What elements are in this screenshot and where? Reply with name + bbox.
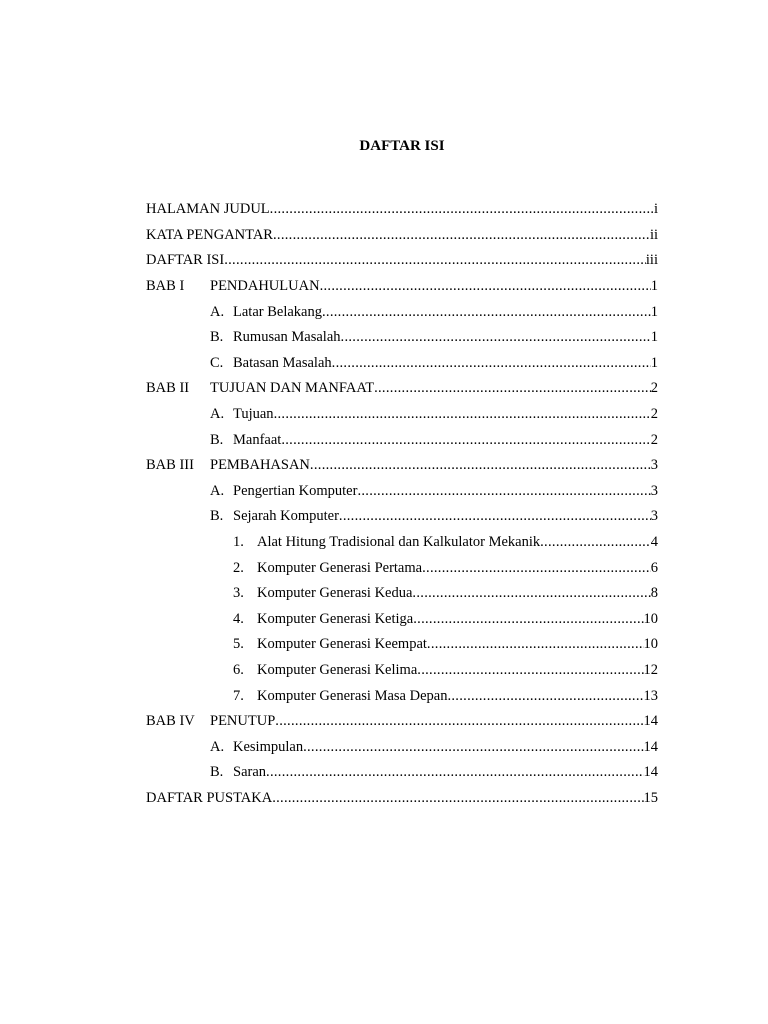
toc-page-number: iii <box>645 252 658 269</box>
toc-entry-title: Komputer Generasi Kedua <box>257 585 413 602</box>
toc-page-number: 1 <box>650 329 658 346</box>
toc-entry <box>146 453 658 479</box>
toc-page-number: 10 <box>643 610 658 627</box>
toc-entry <box>146 504 658 530</box>
toc-entry-title: Komputer Generasi Pertama <box>257 559 423 576</box>
toc-entry <box>146 683 658 709</box>
toc-dot-leader <box>266 764 643 781</box>
toc-entry-marker: 4. <box>233 610 244 627</box>
toc-page-number: 13 <box>643 687 658 704</box>
toc-page-number: 3 <box>650 482 658 499</box>
toc-entry-title: PENUTUP <box>210 713 276 730</box>
toc-entry-marker: 1. <box>233 534 244 551</box>
toc-entry <box>146 197 658 223</box>
toc-chapter-label: BAB I <box>146 278 185 295</box>
toc-page-number: 6 <box>650 559 658 576</box>
toc-entry <box>146 325 658 351</box>
toc-entry-marker: B. <box>210 329 224 346</box>
toc-entry-marker: 2. <box>233 559 244 576</box>
toc-entry-marker: A. <box>210 303 225 320</box>
toc-entry-title: DAFTAR ISI <box>146 252 225 269</box>
toc-page-number: 12 <box>643 661 658 678</box>
toc-chapter-label: BAB IV <box>146 713 195 730</box>
toc-dot-leader <box>413 611 643 628</box>
page-title: DAFTAR ISI <box>359 138 445 154</box>
toc-dot-leader <box>303 739 643 756</box>
toc-entry <box>146 223 658 249</box>
toc-dot-leader <box>341 329 651 346</box>
toc-dot-leader <box>357 483 650 500</box>
toc-page-number: 15 <box>643 789 658 806</box>
toc-entry <box>146 760 658 786</box>
toc-page-number: 3 <box>650 508 658 525</box>
toc-dot-leader <box>374 380 651 397</box>
toc-entry <box>146 427 658 453</box>
toc-dot-leader <box>281 432 650 449</box>
toc-dot-leader <box>332 355 651 372</box>
toc-dot-leader <box>540 534 651 551</box>
toc-dot-leader <box>310 457 651 474</box>
toc-entry <box>146 709 658 735</box>
toc-page-number: 8 <box>650 585 658 602</box>
toc-page-number: 14 <box>643 738 658 755</box>
toc-entry <box>146 632 658 658</box>
toc-page-number: 1 <box>650 303 658 320</box>
toc-entry-title: Manfaat <box>233 431 282 448</box>
toc-entry-title: Rumusan Masalah <box>233 329 341 346</box>
toc-entry-title: Sejarah Komputer <box>233 508 339 525</box>
toc-entry-title: TUJUAN DAN MANFAAT <box>210 380 375 397</box>
toc-dot-leader <box>273 227 650 244</box>
toc-page-number: 2 <box>650 380 658 397</box>
toc-entry <box>146 786 658 812</box>
toc-dot-leader <box>417 662 643 679</box>
toc-page-number: 10 <box>643 636 658 653</box>
toc-entry-title: PENDAHULUAN <box>210 278 320 295</box>
toc-entry-title: Kesimpulan <box>233 738 304 755</box>
toc-entry-title: PEMBAHASAN <box>210 457 310 474</box>
toc-entry-title: DAFTAR PUSTAKA <box>146 789 273 806</box>
toc-page-number: 2 <box>650 406 658 423</box>
toc-dot-leader <box>422 560 651 577</box>
toc-dot-leader <box>427 636 644 653</box>
toc-entry-title: Alat Hitung Tradisional dan Kalkulator Mekanik <box>257 534 541 551</box>
toc-entry-marker: C. <box>210 354 224 371</box>
toc-dot-leader <box>322 304 651 321</box>
toc-entry-marker: B. <box>210 431 224 448</box>
toc-page-number: 1 <box>650 354 658 371</box>
toc-entry <box>146 376 658 402</box>
toc-entry-title: Komputer Generasi Keempat <box>257 636 427 653</box>
toc-page-number: 3 <box>650 457 658 474</box>
toc-entry <box>146 581 658 607</box>
toc-entry-title: Pengertian Komputer <box>233 482 358 499</box>
toc-entry-title: HALAMAN JUDUL <box>146 201 270 218</box>
toc-dot-leader <box>274 406 651 423</box>
toc-entry-title: Latar Belakang <box>233 303 322 320</box>
toc-entry <box>146 479 658 505</box>
toc-entry-marker: 5. <box>233 636 244 653</box>
toc-page-number: i <box>653 201 658 218</box>
toc-entry <box>146 607 658 633</box>
toc-entry <box>146 734 658 760</box>
toc-dot-leader <box>270 201 654 218</box>
toc-entry-title: Saran <box>233 764 267 781</box>
toc-page-number: 14 <box>643 713 658 730</box>
toc-entry-marker: 7. <box>233 687 244 704</box>
table-of-contents <box>146 197 658 811</box>
toc-entry-marker: A. <box>210 482 225 499</box>
toc-entry-title: Komputer Generasi Masa Depan <box>257 687 448 704</box>
toc-dot-leader <box>412 585 650 602</box>
toc-dot-leader <box>272 790 643 807</box>
toc-entry-marker: B. <box>210 508 224 525</box>
toc-entry-marker: 3. <box>233 585 244 602</box>
toc-entry-marker: 6. <box>233 661 244 678</box>
toc-page-number: ii <box>649 226 658 243</box>
toc-entry-title: KATA PENGANTAR <box>146 226 273 243</box>
toc-entry-title: Komputer Generasi Ketiga <box>257 610 414 627</box>
toc-entry <box>146 248 658 274</box>
toc-entry-title: Tujuan <box>233 406 274 423</box>
toc-page-number: 14 <box>643 764 658 781</box>
toc-entry <box>146 555 658 581</box>
toc-entry-marker: B. <box>210 764 224 781</box>
toc-entry <box>146 530 658 556</box>
toc-page-number: 1 <box>650 278 658 295</box>
toc-page-number: 4 <box>650 534 658 551</box>
toc-entry <box>146 658 658 684</box>
toc-entry-marker: A. <box>210 406 225 423</box>
toc-entry <box>146 402 658 428</box>
toc-dot-leader <box>320 278 651 295</box>
toc-dot-leader <box>224 252 646 269</box>
toc-chapter-label: BAB II <box>146 380 190 397</box>
toc-entry-marker: A. <box>210 738 225 755</box>
toc-entry-title: Komputer Generasi Kelima <box>257 661 418 678</box>
toc-chapter-label: BAB III <box>146 457 194 474</box>
toc-entry <box>146 274 658 300</box>
toc-dot-leader <box>339 508 651 525</box>
toc-entry <box>146 351 658 377</box>
toc-dot-leader <box>447 688 643 705</box>
toc-dot-leader <box>275 713 643 730</box>
toc-entry <box>146 299 658 325</box>
toc-page-number: 2 <box>650 431 658 448</box>
toc-entry-title: Batasan Masalah <box>233 354 332 371</box>
